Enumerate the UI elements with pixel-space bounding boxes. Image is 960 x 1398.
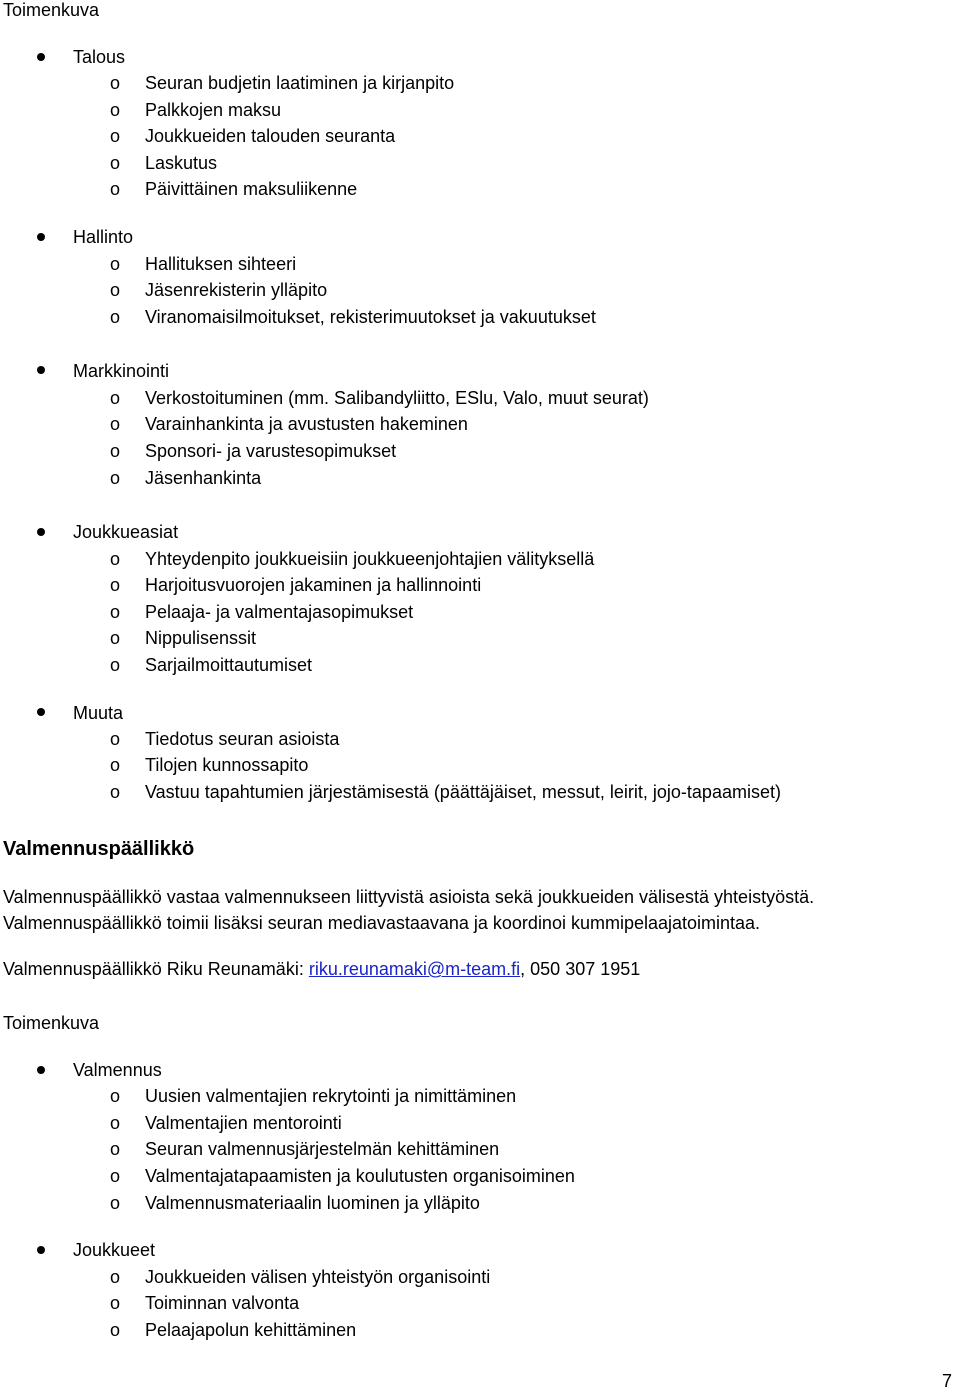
sub-bullet-marker: o (110, 1293, 121, 1313)
sub-bullet-marker: o (110, 549, 121, 569)
sub-bullet-marker: o (110, 100, 121, 120)
sub-bullet-marker: o (110, 179, 121, 199)
section-title: Toimenkuva (3, 1013, 100, 1033)
bullet-icon (37, 366, 45, 374)
sub-bullet-marker: o (110, 414, 121, 434)
list-item: Pelaaja- ja valmentajasopimukset (145, 602, 414, 622)
sub-bullet-marker: o (110, 575, 121, 595)
page-number: 7 (941, 1371, 952, 1392)
sub-bullet-marker: o (110, 655, 121, 675)
paragraph-line: Valmennuspäällikkö toimii lisäksi seuran mediavastaavana ja koordinoi kummipelaajatoimintaa. (3, 913, 761, 933)
list-item: Pelaajapolun kehittäminen (145, 1320, 357, 1340)
list-item: Valmennusmateriaalin luominen ja ylläpito (145, 1193, 480, 1213)
list-item: Päivittäinen maksuliikenne (145, 179, 358, 199)
sub-bullet-marker: o (110, 1320, 121, 1340)
group-label-hallinto: Hallinto (73, 227, 134, 247)
group-label-valmennus: Valmennus (73, 1060, 162, 1080)
list-item: Laskutus (145, 153, 218, 173)
group-label-joukkueet: Joukkueet (73, 1240, 156, 1260)
list-item: Nippulisenssit (145, 628, 257, 648)
section-heading: Valmennuspäällikkö (3, 838, 195, 860)
list-item: Sarjailmoittautumiset (145, 655, 313, 675)
list-item: Valmentajatapaamisten ja koulutusten organisoiminen (145, 1166, 575, 1186)
sub-bullet-marker: o (110, 1113, 121, 1133)
contact-suffix: , 050 307 1951 (520, 959, 641, 979)
contact-line (3, 956, 640, 983)
list-item: Seuran valmennusjärjestelmän kehittäminen (145, 1139, 500, 1159)
list-item: Hallituksen sihteeri (145, 254, 297, 274)
sub-bullet-marker: o (110, 441, 121, 461)
list-item: Vastuu tapahtumien järjestämisestä (päättäjäiset, messut, leirit, jojo-tapaamiset) (145, 782, 781, 802)
email-link[interactable]: riku.reunamaki@m-team.fi (308, 959, 521, 979)
list-item: Tiedotus seuran asioista (145, 729, 340, 749)
group-label-muuta: Muuta (73, 703, 124, 723)
bullet-icon (37, 708, 45, 716)
contact-prefix: Valmennuspäällikkö Riku Reunamäki: (3, 959, 309, 979)
sub-bullet-marker: o (110, 729, 121, 749)
sub-bullet-marker: o (110, 153, 121, 173)
sub-bullet-marker: o (110, 1139, 121, 1159)
list-item: Sponsori- ja varustesopimukset (145, 441, 397, 461)
list-item: Toiminnan valvonta (145, 1293, 300, 1313)
sub-bullet-marker: o (110, 388, 121, 408)
list-item: Palkkojen maksu (145, 100, 282, 120)
sub-bullet-marker: o (110, 468, 121, 488)
list-item: Yhteydenpito joukkueisiin joukkueenjohtajien välityksellä (145, 549, 595, 569)
list-item: Varainhankinta ja avustusten hakeminen (145, 414, 468, 434)
list-item: Tilojen kunnossapito (145, 755, 309, 775)
bullet-icon (37, 1066, 45, 1074)
sub-bullet-marker: o (110, 254, 121, 274)
list-item: Joukkueiden välisen yhteistyön organisointi (145, 1267, 491, 1287)
bullet-icon (37, 53, 45, 61)
sub-bullet-marker: o (110, 307, 121, 327)
sub-bullet-marker: o (110, 73, 121, 93)
list-item: Viranomaisilmoitukset, rekisterimuutokset ja vakuutukset (145, 307, 596, 327)
list-item: Seuran budjetin laatiminen ja kirjanpito (145, 73, 455, 93)
list-item: Jäsenrekisterin ylläpito (145, 280, 328, 300)
list-item: Uusien valmentajien rekrytointi ja nimittäminen (145, 1086, 517, 1106)
sub-bullet-marker: o (110, 602, 121, 622)
sub-bullet-marker: o (110, 755, 121, 775)
bullet-icon (37, 1246, 45, 1254)
sub-bullet-marker: o (110, 628, 121, 648)
sub-bullet-marker: o (110, 280, 121, 300)
list-item: Jäsenhankinta (145, 468, 262, 488)
group-label-joukkueasiat: Joukkueasiat (73, 522, 179, 542)
list-item: Verkostoituminen (mm. Salibandyliitto, ESlu, Valo, muut seurat) (145, 388, 649, 408)
list-item: Valmentajien mentorointi (145, 1113, 342, 1133)
sub-bullet-marker: o (110, 1166, 121, 1186)
sub-bullet-marker: o (110, 1267, 121, 1287)
paragraph-line: Valmennuspäällikkö vastaa valmennukseen liittyvistä asioista sekä joukkueiden välisestä yhteistyöstä. (3, 887, 815, 907)
sub-bullet-marker: o (110, 1086, 121, 1106)
sub-bullet-marker: o (110, 1193, 121, 1213)
sub-bullet-marker: o (110, 782, 121, 802)
section-title: Toimenkuva (3, 0, 100, 20)
list-item: Joukkueiden talouden seuranta (145, 126, 396, 146)
sub-bullet-marker: o (110, 126, 121, 146)
group-label-markkinointi: Markkinointi (73, 361, 170, 381)
group-label-talous: Talous (73, 47, 126, 67)
bullet-icon (37, 233, 45, 241)
list-item: Harjoitusvuorojen jakaminen ja hallinnointi (145, 575, 482, 595)
bullet-icon (37, 528, 45, 536)
